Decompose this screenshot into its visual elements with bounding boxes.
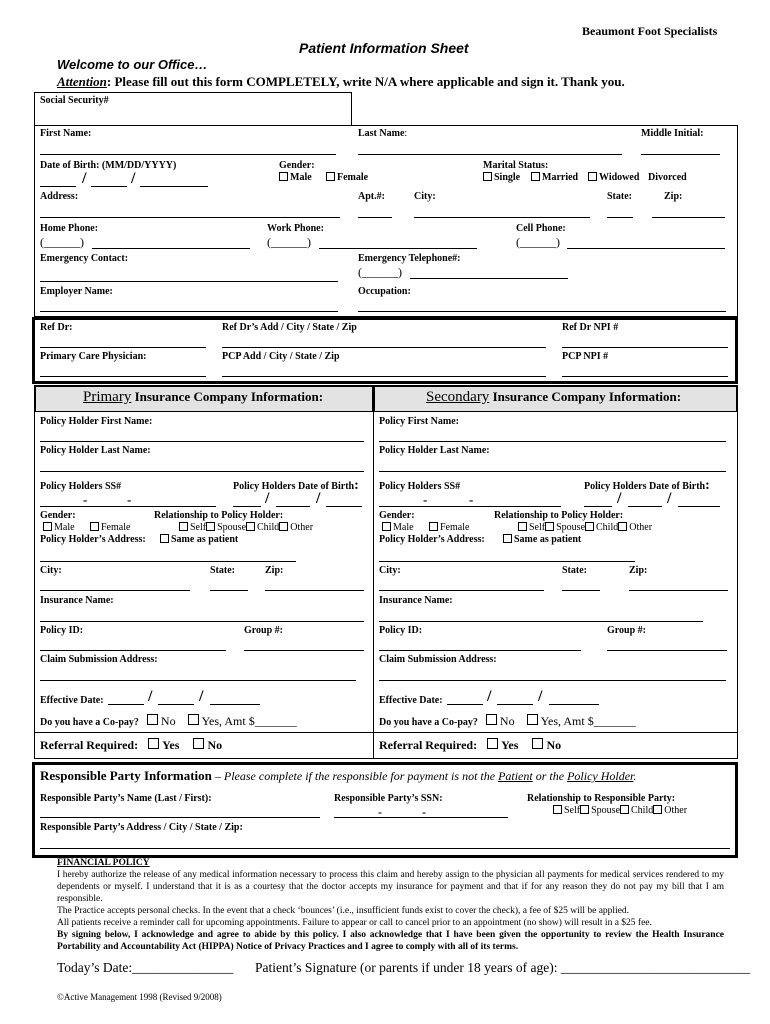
primary-title: Primary Insurance Company Information: [83, 389, 324, 405]
checkbox-icon[interactable] [160, 534, 169, 543]
secondary-ss-dash-2: - [469, 492, 474, 507]
primary-ins-name-label: Insurance Name: [40, 595, 114, 606]
primary-same-option[interactable]: Same as patient [160, 534, 238, 545]
secondary-effective-month[interactable] [447, 704, 483, 705]
checkbox-icon[interactable] [279, 172, 288, 181]
secondary-claim-field[interactable] [379, 680, 726, 681]
responsible-relationship-label: Relationship to Responsible Party: [527, 793, 676, 804]
cell-area-code[interactable]: (______) [516, 235, 560, 249]
primary-effective-month[interactable] [108, 704, 144, 705]
checkbox-icon [279, 522, 288, 531]
primary-address-label: Policy Holder’s Address: [40, 534, 146, 545]
financial-heading: FINANCIAL POLICY [57, 858, 150, 868]
checkbox-icon[interactable] [326, 172, 335, 181]
primary-zip-label: Zip: [265, 565, 284, 576]
secondary-copay-row: Do you have a Co-pay? No Yes, Amt $_______ [379, 714, 636, 728]
work-area-code[interactable]: (______) [267, 235, 311, 249]
secondary-female-option[interactable]: Female [429, 522, 469, 533]
primary-relationship-label: Relationship to Policy Holder: [154, 510, 284, 521]
primary-effective-day[interactable] [158, 704, 194, 705]
apt-field[interactable] [358, 217, 392, 218]
primary-dob-year[interactable] [326, 506, 362, 507]
secondary-group-field[interactable] [607, 650, 727, 651]
ref-dr-label: Ref Dr: [40, 322, 73, 333]
secondary-male-option[interactable]: Male [382, 522, 414, 533]
responsible-ssn-dash-1: - [378, 805, 382, 819]
financial-p3: All patients receive a reminder call for upcoming appointments. Failure to appear or call to cancel prior to an appointment (no show) will result in a $25 fee. [57, 918, 652, 928]
ref-dr-npi-field[interactable] [562, 347, 728, 348]
zip-field[interactable] [652, 217, 725, 218]
cell-phone-label: Cell Phone: [516, 223, 566, 234]
secondary-address-field[interactable] [379, 561, 635, 562]
secondary-last-name-field[interactable] [379, 471, 726, 472]
responsible-relationship-options[interactable]: Self Spouse Child Other [553, 805, 687, 816]
checkbox-icon [179, 522, 188, 531]
todays-date-field[interactable]: Today’s Date:_______________ [57, 960, 234, 975]
secondary-relationship-options[interactable]: Self Spouse Child Other [518, 522, 652, 533]
primary-ss-dash-2: - [127, 492, 132, 507]
last-name-label: Last Name: [358, 128, 408, 139]
primary-claim-label: Claim Submission Address: [40, 654, 158, 665]
gender-female-option[interactable]: Female [326, 172, 368, 183]
secondary-ins-name-field[interactable] [379, 621, 703, 622]
middle-initial-field[interactable] [641, 154, 720, 155]
state-field[interactable] [607, 217, 633, 218]
attention-word: Attention [57, 74, 107, 89]
emergency-contact-label: Emergency Contact: [40, 253, 129, 264]
ref-dr-npi-label: Ref Dr NPI # [562, 322, 619, 333]
secondary-state-label: State: [562, 565, 587, 576]
responsible-address-field[interactable] [40, 848, 730, 849]
employer-label: Employer Name: [40, 286, 113, 297]
primary-dob-slash-1: / [265, 490, 270, 507]
checkbox-icon[interactable] [193, 738, 204, 749]
emergency-phone-field[interactable] [410, 278, 568, 279]
emergency-area-code[interactable]: (______) [358, 265, 402, 279]
checkbox-icon[interactable] [486, 714, 497, 725]
gender-male-option[interactable]: Male [279, 172, 312, 183]
responsible-name-field[interactable] [40, 817, 320, 818]
secondary-dob-day[interactable] [628, 506, 662, 507]
secondary-address-label: Policy Holder’s Address: [379, 534, 485, 545]
checkbox-icon [618, 522, 627, 531]
primary-dob-slash-2: / [316, 490, 321, 507]
primary-female-option[interactable]: Female [90, 522, 130, 533]
address-field[interactable] [40, 217, 340, 218]
checkbox-icon[interactable] [531, 172, 540, 181]
secondary-effective-slash-1: / [487, 688, 492, 705]
home-phone-field[interactable] [92, 248, 250, 249]
marital-divorced-option[interactable]: Divorced [648, 172, 687, 183]
home-phone-label: Home Phone: [40, 223, 99, 234]
pcp-address-label: PCP Add / City / State / Zip [222, 351, 340, 362]
primary-dob-label: Policy Holders Date of Birth: [233, 478, 359, 493]
checkbox-icon[interactable] [148, 738, 159, 749]
primary-dob-day[interactable] [276, 506, 310, 507]
secondary-first-name-label: Policy First Name: [379, 416, 459, 427]
primary-ss-dash-1: - [83, 492, 88, 507]
responsible-ssn-label: Responsible Party’s SSN: [334, 793, 443, 804]
ref-dr-address-label: Ref Dr’s Add / City / State / Zip [222, 322, 357, 333]
secondary-state-field[interactable] [562, 590, 600, 591]
secondary-gender-label: Gender: [379, 510, 415, 521]
primary-gender-label: Gender: [40, 510, 76, 521]
checkbox-icon[interactable] [487, 738, 498, 749]
responsible-ssn-field[interactable] [334, 817, 508, 818]
ssn-label: Social Security# [40, 95, 109, 106]
checkbox-icon[interactable] [588, 172, 597, 181]
secondary-zip-label: Zip: [629, 565, 648, 576]
marital-married-option[interactable]: Married [531, 172, 578, 183]
secondary-dob-slash-2: / [667, 490, 672, 507]
page-title: Patient Information Sheet [299, 40, 469, 56]
checkbox-icon[interactable] [43, 522, 52, 531]
attention-line [57, 74, 625, 90]
occupation-label: Occupation: [358, 286, 411, 297]
attention-text: : Please fill out this form COMPLETELY, write N/A where applicable and sign it. Thank you. [106, 74, 625, 89]
financial-p2: The Practice accepts personal checks. In the event that a check ‘bounces’ (i.e., insufficient funds exist to cover the check), a fee of $25 will be applied. [57, 906, 630, 916]
primary-state-label: State: [210, 565, 235, 576]
primary-city-field[interactable] [40, 590, 190, 591]
secondary-city-field[interactable] [379, 590, 544, 591]
responsible-address-label: Responsible Party’s Address / City / State / Zip: [40, 822, 243, 833]
secondary-dob-label: Policy Holders Date of Birth: [584, 478, 710, 493]
responsible-title: Responsible Party Information – Please complete if the responsible for payment is not the Patient or the Policy Holder. [40, 768, 637, 783]
city-field[interactable] [414, 217, 590, 218]
checkbox-icon [653, 805, 662, 814]
home-area-code[interactable]: (______) [40, 235, 84, 249]
checkbox-icon[interactable] [382, 522, 391, 531]
financial-p4: By signing below, I acknowledge and agree to abide by this policy. I also acknowledge that I have been given the opportunity to review the Health Insurance Portability and Accountability Act (HIPPA) Notice of Privacy Practices and I agree to comply with all of its terms. [57, 930, 724, 952]
financial-p1: I hereby authorize the release of any medical information necessary to process this claim and hereby assign to the physician all payments for medical services rendered to my dependents or myself. I understand that it is as a courtesy that the doctor accepts my insurance for payment and that if for any reason they do not pay my bill that I am responsible. [57, 870, 724, 904]
primary-ss-label: Policy Holders SS# [40, 481, 122, 492]
checkbox-icon[interactable] [188, 714, 199, 725]
primary-state-field[interactable] [210, 590, 248, 591]
primary-male-option[interactable]: Male [43, 522, 75, 533]
ref-dr-address-field[interactable] [222, 347, 546, 348]
secondary-city-label: City: [379, 565, 401, 576]
primary-city-label: City: [40, 565, 62, 576]
secondary-dob-year[interactable] [678, 506, 720, 507]
checkbox-icon [580, 805, 589, 814]
checkbox-icon [553, 805, 562, 814]
checkbox-icon[interactable] [503, 534, 512, 543]
primary-policy-id-field[interactable] [40, 650, 226, 651]
secondary-policy-id-label: Policy ID: [379, 625, 423, 636]
secondary-policy-id-field[interactable] [379, 650, 581, 651]
emergency-contact-field[interactable] [40, 281, 338, 282]
financial-policy-text [57, 869, 724, 953]
primary-first-name-label: Policy Holder First Name: [40, 416, 153, 427]
primary-zip-field[interactable] [265, 590, 364, 591]
secondary-referral-divider [373, 732, 738, 733]
first-name-field[interactable] [40, 154, 336, 155]
employer-field[interactable] [40, 311, 338, 312]
primary-group-field[interactable] [244, 650, 364, 651]
checkbox-icon[interactable] [90, 522, 99, 531]
address-label: Address: [40, 191, 79, 202]
primary-copay-row: Do you have a Co-pay? No Yes, Amt $_______ [40, 714, 297, 728]
primary-dob-month[interactable] [233, 506, 261, 507]
work-phone-label: Work Phone: [267, 223, 324, 234]
marital-single-option[interactable]: Single [483, 172, 520, 183]
copyright-footer: ©Active Management 1998 (Revised 9/2008) [57, 992, 222, 1002]
checkbox-icon [246, 522, 255, 531]
occupation-field[interactable] [358, 311, 726, 312]
checkbox-icon[interactable] [429, 522, 438, 531]
welcome-text: Welcome to our Office… [57, 57, 208, 72]
pcp-address-field[interactable] [222, 376, 546, 377]
primary-group-label: Group #: [244, 625, 283, 636]
checkbox-icon [585, 522, 594, 531]
marital-label: Marital Status: [483, 160, 549, 171]
dob-day-field[interactable] [91, 186, 127, 187]
secondary-group-label: Group #: [607, 625, 646, 636]
zip-label: Zip: [664, 191, 683, 202]
primary-referral-divider [34, 732, 374, 733]
secondary-effective-year[interactable] [549, 704, 599, 705]
responsible-name-label: Responsible Party’s Name (Last / First): [40, 793, 212, 804]
primary-policy-id-label: Policy ID: [40, 625, 84, 636]
secondary-ss-label: Policy Holders SS# [379, 481, 461, 492]
work-phone-field[interactable] [319, 248, 477, 249]
secondary-effective-slash-2: / [538, 688, 543, 705]
secondary-zip-field[interactable] [629, 590, 728, 591]
pcp-label: Primary Care Physician: [40, 351, 147, 362]
primary-relationship-options[interactable]: Self Spouse Child Other [179, 522, 313, 533]
secondary-title: Secondary Insurance Company Information: [426, 389, 682, 405]
marital-widowed-option[interactable]: Widowed [588, 172, 639, 183]
primary-first-name-field[interactable] [40, 441, 364, 442]
primary-referral-row: Referral Required: Yes No [40, 738, 223, 752]
secondary-same-option[interactable]: Same as patient [503, 534, 581, 545]
checkbox-icon[interactable] [147, 714, 158, 725]
primary-effective-slash-1: / [148, 688, 153, 705]
primary-ins-name-field[interactable] [40, 621, 364, 622]
secondary-dob-slash-1: / [617, 490, 622, 507]
patient-signature-field[interactable]: Patient’s Signature (or parents if under 18 years of age): ____________________________ [255, 960, 750, 975]
primary-address-field[interactable] [40, 561, 296, 562]
secondary-ss-dash-1: - [423, 492, 428, 507]
checkbox-icon [206, 522, 215, 531]
dob-label: Date of Birth: (MM/DD/YYYY) [40, 160, 177, 171]
apt-label: Apt.#: [358, 191, 385, 202]
pcp-field[interactable] [40, 376, 206, 377]
checkbox-icon [620, 805, 629, 814]
primary-effective-year[interactable] [210, 704, 260, 705]
primary-last-name-field[interactable] [40, 471, 364, 472]
state-label: State: [607, 191, 632, 202]
secondary-effective-label: Effective Date: [379, 695, 443, 706]
secondary-ins-name-label: Insurance Name: [379, 595, 453, 606]
checkbox-icon[interactable] [527, 714, 538, 725]
secondary-claim-label: Claim Submission Address: [379, 654, 497, 665]
responsible-ssn-dash-2: - [422, 805, 426, 819]
pcp-npi-label: PCP NPI # [562, 351, 609, 362]
cell-phone-field[interactable] [567, 248, 725, 249]
dob-slash-2: / [131, 170, 136, 187]
primary-last-name-label: Policy Holder Last Name: [40, 445, 151, 456]
secondary-last-name-label: Policy Holder Last Name: [379, 445, 490, 456]
middle-initial-label: Middle Initial: [641, 128, 704, 139]
secondary-referral-row: Referral Required: Yes No [379, 738, 562, 752]
secondary-relationship-label: Relationship to Policy Holder: [494, 510, 624, 521]
primary-claim-field[interactable] [40, 680, 356, 681]
checkbox-icon [518, 522, 527, 531]
secondary-first-name-field[interactable] [379, 441, 726, 442]
last-name-field[interactable] [358, 154, 622, 155]
patient-box-top [352, 125, 738, 126]
secondary-dob-month[interactable] [584, 506, 612, 507]
primary-effective-slash-2: / [199, 688, 204, 705]
primary-effective-label: Effective Date: [40, 695, 104, 706]
dob-year-field[interactable] [140, 186, 208, 187]
checkbox-icon [545, 522, 554, 531]
practice-name: Beaumont Foot Specialists [582, 24, 718, 38]
secondary-effective-day[interactable] [497, 704, 533, 705]
city-label: City: [414, 191, 436, 202]
dob-month-field[interactable] [40, 186, 76, 187]
first-name-label: First Name: [40, 128, 92, 139]
dob-slash-1: / [82, 170, 87, 187]
emergency-phone-label: Emergency Telephone#: [358, 253, 461, 264]
ref-dr-field[interactable] [40, 347, 206, 348]
checkbox-icon[interactable] [483, 172, 492, 181]
gender-label: Gender: [279, 160, 315, 171]
checkbox-icon[interactable] [532, 738, 543, 749]
pcp-npi-field[interactable] [562, 376, 728, 377]
